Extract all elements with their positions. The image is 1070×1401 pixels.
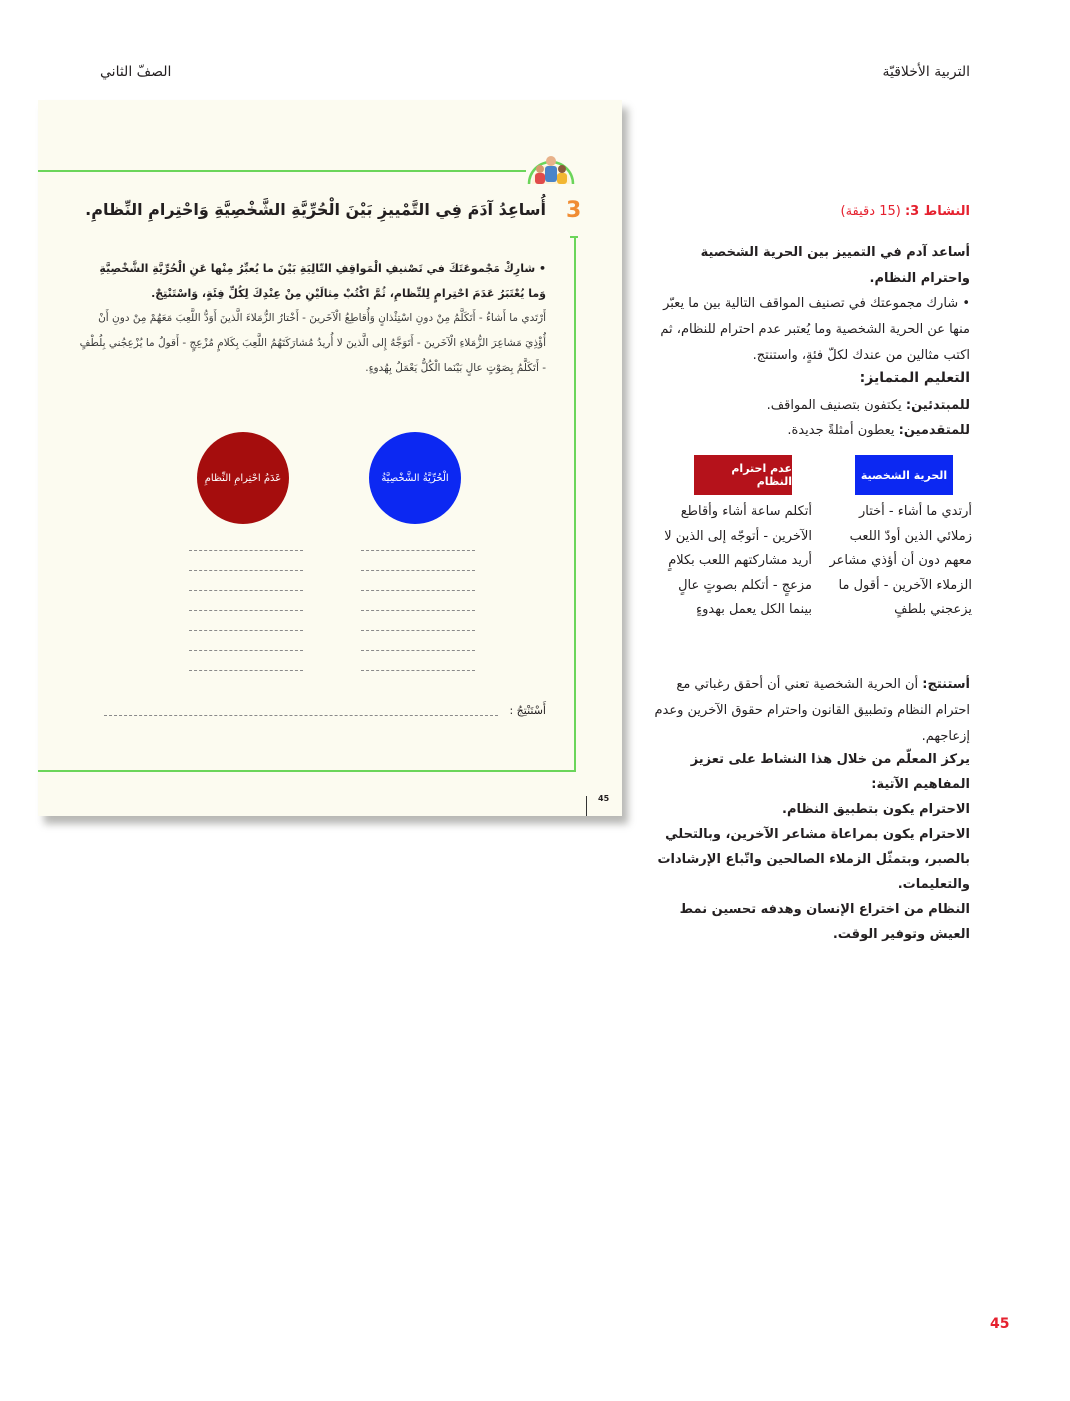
beginners-label: للمبتدئين: — [905, 398, 970, 413]
focus-intro: يركز المعلّم من خلال هذا النشاط على تعزيز المفاهيم الآتية: — [690, 752, 970, 792]
book-page-divider — [586, 796, 587, 816]
beginners-line — [650, 398, 970, 413]
differentiation-heading: التعليم المتمايز: — [859, 370, 970, 386]
focus-point: الاحترام يكون بتطبيق النظام. — [782, 802, 970, 817]
personal-freedom-circle: الْحُرِّيَّةُ الشَّخْصِيَّةُ — [369, 432, 461, 524]
frame-bottom-line — [38, 770, 576, 772]
book-examples: أَرْتَدي ما أَشاءُ - أَتَكَلَّمُ مِنْ دونِ اسْتِئْذانٍ وَأُقاطِعُ الْآخَرينَ - أَخْتارُ الزُّمَلاءَ الَّذينَ أَوَدُّ اللَّعِبَ مَعَهُمْ مِنْ دونِ أَنْ أُؤْذِيَ مَشاعِرَ الزُّمَلاءِ الْآخَرينَ - أَتَوَجَّهُ إِلى الَّذينَ لا أُريدُ مُشارَكَتَهُمُ اللَّعِبَ بِكَلامٍ مُزْعِجٍ - أَقولُ ما يُزْعِجُني بِلُطْفٍ - أَتَكَلَّمُ بِصَوْتٍ عالٍ بَيْنَما الْكُلُّ يَعْمَلُ بِهُدوءٍ. — [79, 312, 546, 374]
conclusion — [650, 672, 970, 750]
answer-line — [189, 550, 303, 551]
step-number: 3 — [566, 198, 582, 223]
book-conclude-label: أَسْتَنْتِجُ : — [509, 704, 546, 717]
disrespect-order-examples: أتكلم ساعة أشاء وأقاطع الآخرين - أتوجّه إلى الذين لا أريد مشاركتهم اللعب بكلامٍ مزعجٍ - أتكلم بصوتٍ عالٍ بينما الكل يعمل بهدوءٍ — [664, 504, 812, 617]
answer-line — [189, 630, 303, 631]
activity-task: • شارك مجموعتك في تصنيف المواقف التالية بين ما يعبّر منها عن الحرية الشخصية وما يُعتبر عدم احترام للنظام، ثم اكتب مثالين من عندك لكلّ فئةٍ، واستنتج. — [660, 296, 970, 363]
answer-line — [189, 670, 303, 671]
conclude-answer-line — [104, 715, 498, 716]
page-number: 45 — [990, 1316, 1010, 1332]
activity-label: النشاط 3: — [904, 204, 970, 219]
disrespect-order-tag: عدم احترام النظام — [694, 455, 792, 495]
frame-tick — [570, 236, 578, 238]
conclusion-text: أن الحرية الشخصية تعني أن أحقق رغباتي مع احترام النظام وتطبيق القانون واحترام حقوق الآخرين وعدم إزعاجهم. — [654, 677, 970, 744]
activity-title — [650, 204, 970, 219]
personal-freedom-tag: الحرية الشخصية — [855, 455, 953, 495]
answer-line — [361, 650, 475, 651]
answer-line — [361, 550, 475, 551]
answer-line — [361, 590, 475, 591]
book-page-number: 45 — [598, 794, 610, 803]
beginners-text: يكتفون بتصنيف المواقف. — [766, 398, 902, 413]
frame-top-line — [38, 170, 526, 172]
answer-line — [361, 670, 475, 671]
personal-freedom-examples: أرتدي ما أشاء - أختار زملائي الذين أودّ اللعب معهم دون أن أؤذي مشاعر الزملاء الآخرين - أقول ما يزعجني بلطفٍ — [829, 504, 972, 617]
advanced-text: يعطون أمثلةً جديدة. — [787, 423, 895, 438]
conclusion-label: أستنتج: — [922, 677, 970, 692]
activity-goal: أساعد آدم في التمييز بين الحرية الشخصية واحترام النظام. — [700, 245, 970, 286]
book-instruction: • شارِكْ مَجْموعَتَكَ في تَصْنيفِ الْمَواقِفِ التّالِيَةِ بَيْنَ ما يُعبِّرُ مِنْها عَنِ الْحُرِّيَّةِ الشَّخْصِيَّةِ وَما يُعْتَبَرُ عَدَمَ احْتِرامٍ لِلنِّظامِ، ثُمَّ اكْتُبْ مِثالَيْنِ مِنْ عِنْدِكَ لِكُلِّ فِئَةٍ، وَاسْتَنْتِجْ. — [99, 262, 546, 300]
activity-duration: (15 دقيقة) — [840, 204, 901, 219]
answer-line — [189, 570, 303, 571]
answer-line — [361, 570, 475, 571]
answer-line — [361, 630, 475, 631]
answer-line — [189, 650, 303, 651]
disrespect-order-circle: عَدَمُ احْتِرامِ النِّظامِ — [197, 432, 289, 524]
focus-point: النظام من اختراع الإنسان وهدفه تحسين نمط العيش وتوفير الوقت. — [679, 902, 970, 942]
frame-right-line — [574, 236, 576, 772]
header-subject: التربية الأخلاقيّة — [882, 64, 970, 80]
advanced-line — [650, 423, 970, 438]
focus-point: الاحترام يكون بمراعاة مشاعر الآخرين، وبالتحلي بالصبر، وبتمثّل الزملاء الصالحين واتّباع الإرشادات والتعليمات. — [657, 827, 970, 892]
answer-line — [189, 590, 303, 591]
advanced-label: للمتقدمين: — [898, 423, 970, 438]
book-heading: أُساعِدُ آدَمَ فِي التَّمْييزِ بَيْنَ الْحُرِّيَّةِ الشَّخْصِيَّةِ وَاحْتِرامِ النِّظامِ. — [85, 200, 546, 219]
focus-concepts — [650, 747, 970, 947]
answer-line — [361, 610, 475, 611]
group-activity-icon — [526, 148, 576, 186]
student-book-page — [38, 100, 622, 816]
answer-line — [189, 610, 303, 611]
header-grade: الصفّ الثاني — [100, 64, 172, 80]
